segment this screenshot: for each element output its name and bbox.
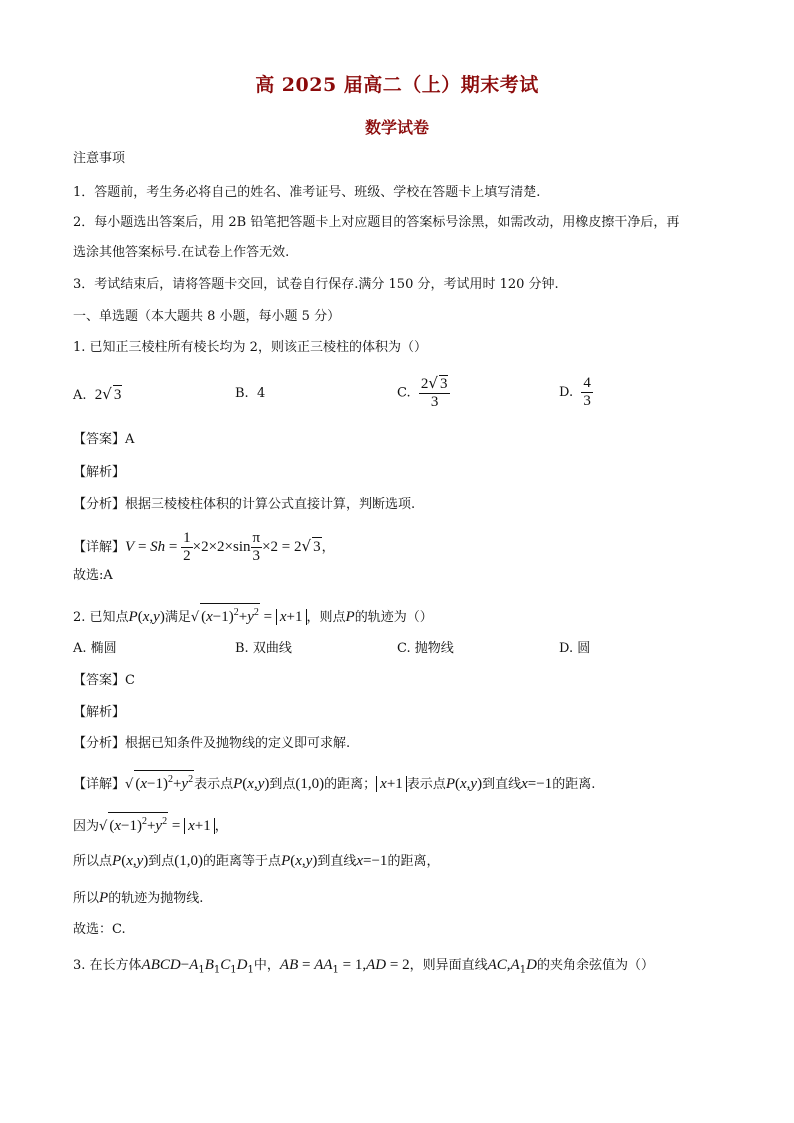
notice-heading: 注意事项 <box>73 151 126 166</box>
fenxi-1: 【分析】根据三棱棱柱体积的计算公式直接计算，判断选项. <box>73 497 416 512</box>
notice-3: 3．考试结束后，请将答题卡交回，试卷自行保存.满分 150 分，考试用时 120 分钟. <box>73 277 559 292</box>
because-2: 因为√ $(x-1)^2+y^2 = x+1$ ， <box>73 812 228 836</box>
option-a: A. 2√ 3 <box>73 385 122 403</box>
detail-2: 【详解】√ $(x-1)^2+y^2$表示点P(x,y)到点(1,0)的距离； x+1 表示点P(x,y)到直线x=−1的距离. <box>73 770 595 794</box>
option-d: D. $\frac{4}{3}$ <box>559 375 591 409</box>
option-b: B. 双曲线 <box>235 641 292 656</box>
page-subtitle: 数学试卷 <box>364 118 429 137</box>
question-1-stem: 1. 已知正三棱柱所有棱长均为 2，则该正三棱柱的体积为（） <box>73 340 427 355</box>
question-3-stem: 3. 在长方体$ABCD-A_1B_1C_1D_1$中，AB = $AA_1 = 1,AD = 2$，则异面直线$AC,A_1D$的夹角余弦值为（） <box>73 957 654 976</box>
analysis-label-2: 【解析】 <box>73 705 126 720</box>
question-1-options <box>73 374 733 410</box>
so-2: 所以点P(x,y)到点(1,0)的距离等于点P(x,y)到直线x=−1的距离， <box>73 853 440 869</box>
conclusion-1: 故选:A <box>73 568 113 583</box>
section-heading: 一、单选题（本大题共 8 小题，每小题 5 分） <box>73 309 341 324</box>
option-c: C. 抛物线 <box>397 641 454 656</box>
so-2b: 所以P的轨迹为抛物线. <box>73 890 204 906</box>
page-title: 高 2025 届高二（上）期末考试 <box>255 74 539 96</box>
answer-1: 【答案】A <box>73 432 135 447</box>
fenxi-2: 【分析】根据已知条件及抛物线的定义即可求解. <box>73 736 351 751</box>
answer-2: 【答案】C <box>73 673 135 688</box>
option-a: A. 椭圆 <box>73 641 117 656</box>
option-c: C. $\frac{2√ 3}{3}$ <box>397 375 450 411</box>
notice-2-cont: 选涂其他答案标号.在试卷上作答无效. <box>73 245 290 260</box>
analysis-label-1: 【解析】 <box>73 465 126 480</box>
option-b: B. 4 <box>235 386 266 401</box>
conclusion-2: 故选：C. <box>73 922 126 937</box>
question-2-stem: 2. 已知点P(x,y)满足√ $(x-1)^2+y^2 = x+1$ ，则点P的轨迹为（） <box>73 603 433 627</box>
detail-1: 【详解】V = Sh = $\frac{1}{2}$ ×2×2×sin $\frac{\pi}{3}$ ×2 = 2√ 3， <box>73 530 335 564</box>
option-d: D. 圆 <box>559 641 591 656</box>
notice-1: 1．答题前，考生务必将自己的姓名、准考证号、班级、学校在答题卡上填写清楚. <box>73 185 541 200</box>
question-2-options <box>73 640 733 660</box>
notice-2: 2．每小题选出答案后，用 2B 铅笔把答题卡上对应题目的答案标号涂黑，如需改动，用橡皮擦干净后，再 <box>73 215 680 230</box>
